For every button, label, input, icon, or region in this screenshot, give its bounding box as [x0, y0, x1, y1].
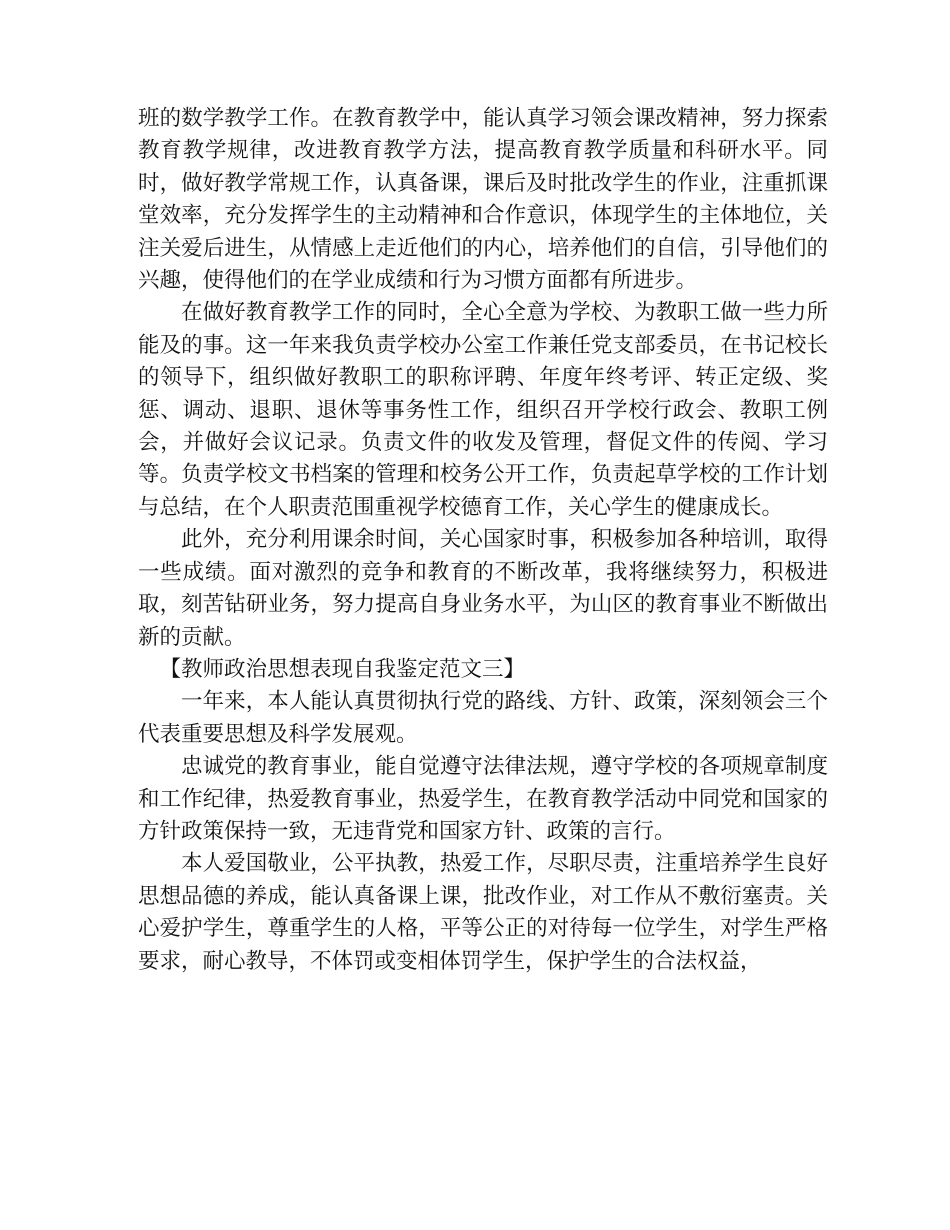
paragraph-2: 在做好教育教学工作的同时，全心全意为学校、为教职工做一些力所能及的事。这一年来我负责学校办公室工作兼任党支部委员，在书记校长的领导下，组织做好教职工的职称评聘、年度年终考评、转正定级、奖惩、调动、退职、退休等事务性工作，组织召开学校行政会、教职工例会，并做好会议记录。负责文件的收发及管理，督促文件的传阅、学习等。负责学校文书档案的管理和校务公开工作，负责起草学校的工作计划与总结，在个人职责范围重视学校德育工作，关心学生的健康成长。	[138, 300, 828, 520]
paragraph-5: 忠诚党的教育事业，能自觉遵守法律法规，遵守学校的各项规章制度和工作纪律，热爱教育事业，热爱学生，在教育教学活动中同党和国家的方针政策保持一致，无违背党和国家方针、政策的言行。	[138, 754, 828, 844]
document-body	[138, 103, 828, 978]
paragraph-1: 班的数学教学工作。在教育教学中，能认真学习领会课改精神，努力探索教育教学规律，改进教育教学方法，提高教育教学质量和科研水平。同时，做好教学常规工作，认真备课，课后及时批改学生的作业，注重抓课堂效率，充分发挥学生的主动精神和合作意识，体现学生的主体地位，关注关爱后进生，从情感上走近他们的内心，培养他们的自信，引导他们的兴趣，使得他们的在学业成绩和行为习惯方面都有所进步。	[138, 106, 828, 294]
paragraph-3: 此外，充分利用课余时间，关心国家时事，积极参加各种培训，取得一些成绩。面对激烈的竞争和教育的不断改革，我将继续努力，积极进取，刻苦钻研业务，努力提高自身业务水平，为山区的教育事业不断做出新的贡献。	[138, 527, 828, 650]
paragraph-4: 一年来，本人能认真贯彻执行党的路线、方针、政策，深刻领会三个代表重要思想及科学发展观。	[138, 689, 828, 747]
paragraph-6: 本人爱国敬业，公平执教，热爱工作，尽职尽责，注重培养学生良好思想品德的养成，能认真备课上课，批改作业，对工作从不敷衍塞责。关心爱护学生，尊重学生的人格，平等公正的对待每一位学生，对学生严格要求，耐心教导，不体罚或变相体罚学生，保护学生的合法权益，	[138, 851, 828, 974]
section-heading: 【教师政治思想表现自我鉴定范文三】	[159, 656, 526, 682]
